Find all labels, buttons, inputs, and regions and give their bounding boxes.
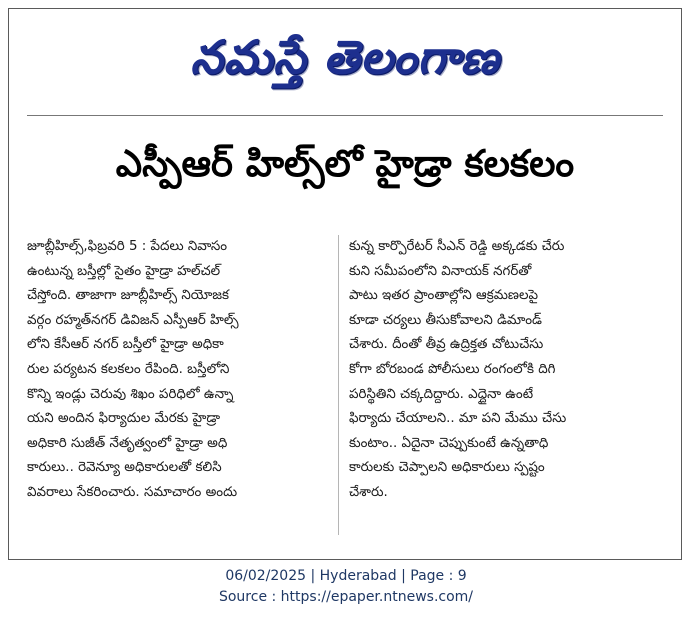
column-divider <box>338 235 339 535</box>
article-line: అధికారి సుజీత్ నేతృత్వంలో హైడ్రా అధి <box>27 435 228 451</box>
article-line: వర్గం రహ్మత్‌నగర్ డివిజన్ ఎస్పీఆర్ హిల్స్ <box>27 312 239 328</box>
masthead-divider <box>27 115 663 116</box>
article-line: లోని కేసీఆర్ నగర్ బస్తీలో హైడ్రా అధికా <box>27 337 224 353</box>
article-line: కూడా చర్యలు తీసుకోవాలని డిమాండ్ <box>349 312 542 328</box>
article-line: వివరాలు సేకరించారు. సమాచారం అందు <box>27 484 238 500</box>
article-line: చేస్తోంది. తాజాగా జూబ్లీహిల్స్ నియోజక <box>27 288 230 304</box>
article-line: రుల పర్యటన కలకలం రేపింది. బస్తీలోని <box>27 361 230 377</box>
clipping-frame <box>8 8 682 560</box>
article-line: కుంటాం.. ఏదైనా చెప్పుకుంటే ఉన్నతాధి <box>349 435 549 451</box>
article-line: చేశారు. దీంతో తీవ్ర ఉద్రిక్తత చోటుచేసు <box>349 337 544 353</box>
article-line: యని అందిన ఫిర్యాదుల మేరకు హైడ్రా <box>27 411 221 427</box>
newspaper-masthead-logo: నమస్తే తెలంగాణ <box>190 30 500 84</box>
footer-source-link[interactable]: Source : https://epaper.ntnews.com/ <box>218 589 474 605</box>
article-line: కారులు.. రెవెన్యూ అధికారులతో కలిసి <box>27 460 222 476</box>
article-column-right <box>349 235 647 506</box>
article-line: కొన్ని ఇండ్లు చెరువు శిఖం పరిధిలో ఉన్నా <box>27 386 234 402</box>
article-line: పరిస్థితిని చక్కదిద్దారు. ఎద్దైనా ఉంటే <box>349 386 534 402</box>
article-line: కుని సమీపంలోని వినాయక్ నగర్‌తో <box>349 263 532 279</box>
article-headline: ఎస్పీఆర్ హిల్స్‌లో హైడ్రా కలకలం <box>115 142 575 185</box>
article-line: ఉంటున్న బస్తీల్లో సైతం హైడ్రా హల్‌చల్ <box>27 263 221 279</box>
article-column-left <box>27 235 325 506</box>
article-line: కున్న కార్పొరేటర్ సీఎన్ రెడ్డి అక్కడకు చేరు <box>349 239 565 254</box>
article-line: కారులకు చెప్పాలని అధికారులు స్పష్టం <box>349 460 545 476</box>
footer-dateline: 06/02/2025 | Hyderabad | Page : 9 <box>225 568 467 584</box>
article-line: కోగా బోరబండ పోలీసులు రంగంలోకి దిగి <box>349 361 556 377</box>
article-line: జూబ్లీహిల్స్,ఫిబ్రవరి 5 : పేదలు నివాసం <box>27 239 228 254</box>
article-line: చేశారు. <box>349 484 388 500</box>
article-line: ఫిర్యాదు చేయాలని.. మా పని మేము చేసు <box>349 411 567 427</box>
article-line: పాటు ఇతర ప్రాంతాల్లోని ఆక్రమణలపై <box>349 288 538 304</box>
